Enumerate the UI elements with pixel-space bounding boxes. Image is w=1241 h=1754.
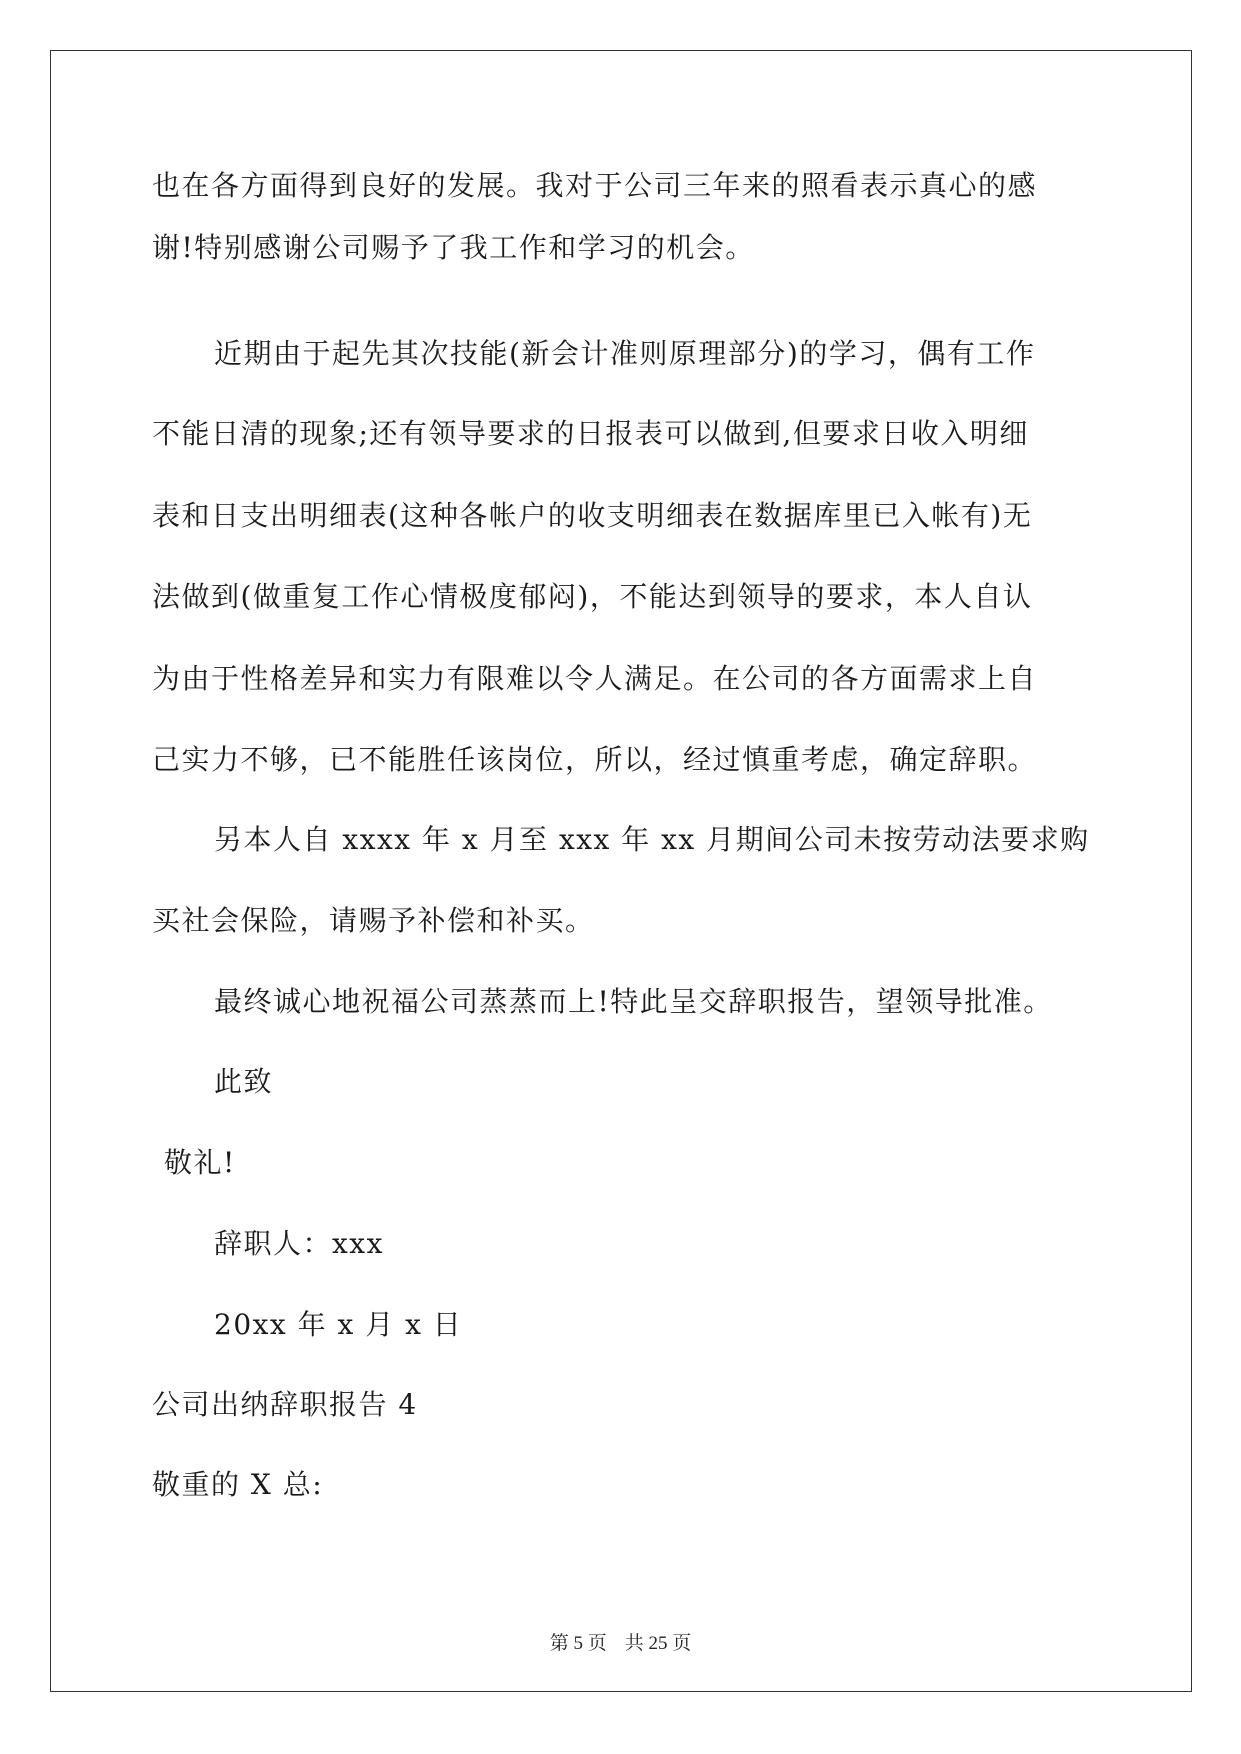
paragraph-line: 为由于性格差异和实力有限难以令人满足。在公司的各方面需求上自 [152,662,1038,695]
paragraph-line: 买社会保险，请赐予补偿和补买。 [152,904,595,937]
closing-regards: 敬礼! [164,1146,236,1179]
page-footer [0,1628,1241,1655]
closing-salutation: 此致 [214,1065,274,1098]
page-border [50,50,1192,1692]
paragraph-line: 法做到(做重复工作心情极度郁闷)，不能达到领导的要求，本人自认 [152,580,1033,613]
paragraph-line: 另本人自 xxxx 年 x 月至 xxx 年 xx 月期间公司未按劳动法要求购 [214,823,1090,856]
paragraph-line: 近期由于起先其次技能(新会计准则原理部分)的学习，偶有工作 [214,337,1036,370]
section-heading: 公司出纳辞职报告 4 [152,1388,418,1421]
paragraph-line: 谢!特别感谢公司赐予了我工作和学习的机会。 [152,231,755,264]
letter-greeting: 敬重的 X 总: [152,1468,324,1501]
signature-name: 辞职人：xxx [214,1227,384,1260]
paragraph-line: 也在各方面得到良好的发展。我对于公司三年来的照看表示真心的感 [152,169,1038,202]
page-total: 共 25 页 [624,1633,692,1654]
paragraph-line: 最终诚心地祝福公司蒸蒸而上!特此呈交辞职报告，望领导批准。 [214,985,1053,1018]
page-number: 第 5 页 [549,1633,607,1654]
paragraph-line: 不能日清的现象;还有领导要求的日报表可以做到,但要求日收入明细 [152,417,1029,450]
paragraph-line: 表和日支出明细表(这种各帐户的收支明细表在数据库里已入帐有)无 [152,499,1033,532]
paragraph-line: 己实力不够，已不能胜任该岗位，所以，经过慎重考虑，确定辞职。 [152,743,1038,776]
signature-date: 20xx 年 x 月 x 日 [214,1308,463,1341]
